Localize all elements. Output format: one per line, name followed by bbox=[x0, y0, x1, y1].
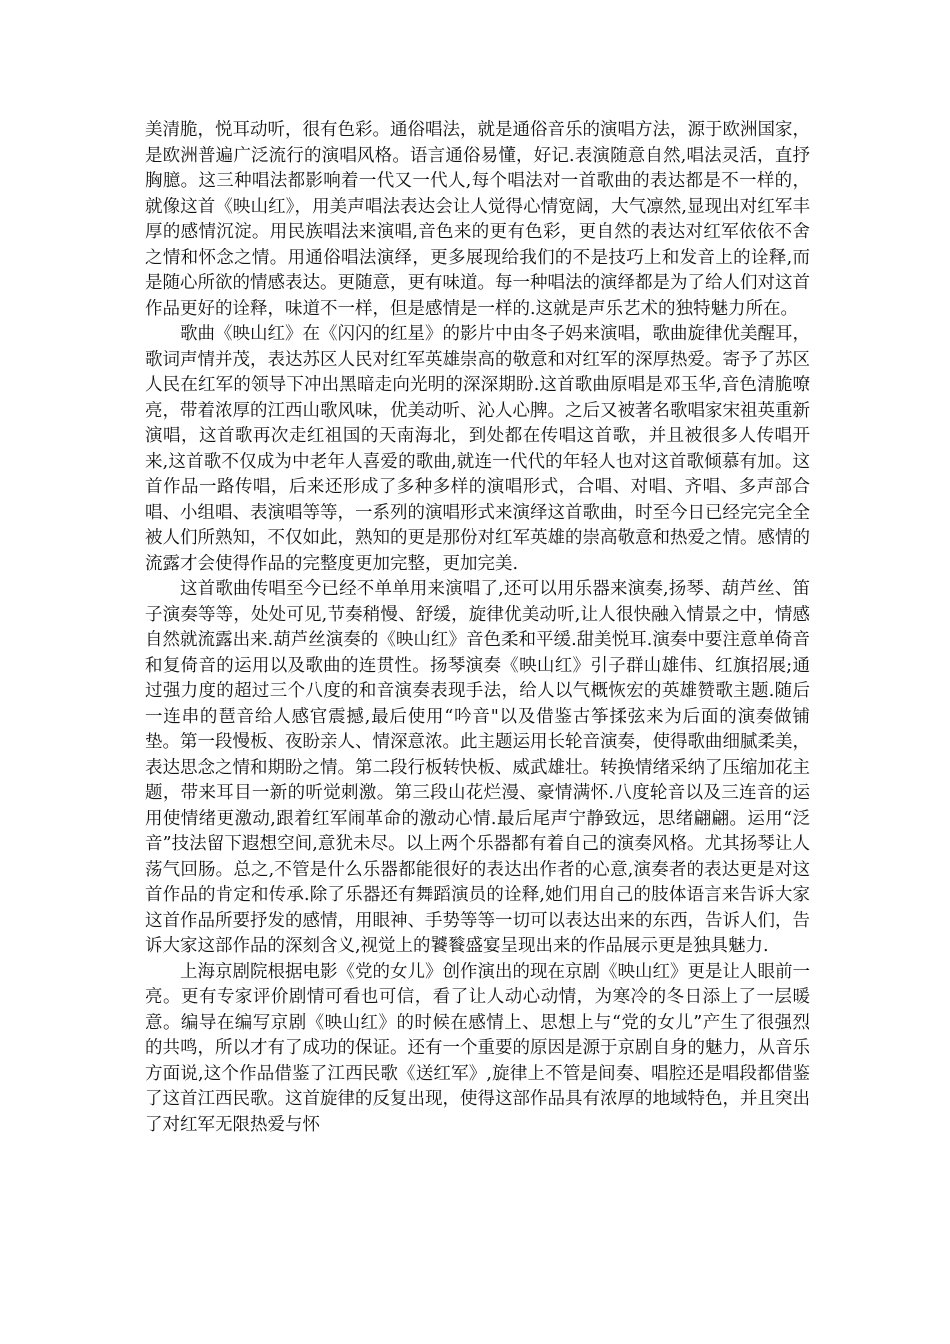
paragraph-2: 歌曲《映山红》在《闪闪的红星》的影片中由冬子妈来演唱，歌曲旋律优美醒耳，歌词声情并茂，表达苏区人民对红军英雄崇高的敬意和对红军的深厚热爱。寄予了苏区人民在红军的领导下冲出黑暗走向光明的深深期盼.这首歌曲原唱是邓玉华,音色清脆嘹亮，带着浓厚的江西山歌风味，优美动听、沁人心脾。之后又被著名歌唱家宋祖英重新演唱，这首歌再次走红祖国的天南海北，到处都在传唱这首歌，并且被很多人传唱开来,这首歌不仅成为中老年人喜爱的歌曲,就连一代代的年轻人也对这首歌倾慕有加。这首作品一路传唱，后来还形成了多种多样的演唱形式，合唱、对唱、齐唱、多声部合唱、小组唱、表演唱等等，一系列的演唱形式来演绎这首歌曲，时至今日已经完完全全被人们所熟知，不仅如此，熟知的更是那份对红军英雄的崇高敬意和热爱之情。感情的流露才会使得作品的完整度更加完整，更加完美. bbox=[145, 324, 810, 574]
document-body bbox=[145, 118, 810, 1138]
paragraph-4: 上海京剧院根据电影《党的女儿》创作演出的现在京剧《映山红》更是让人眼前一亮。更有专家评价剧情可看也可信，看了让人动心动情，为寒冷的冬日添上了一层暖意。编导在编写京剧《映山红》的时候在感情上、思想上与“党的女儿”产生了很强烈的共鸣，所以才有了成功的保证。还有一个重要的原因是源于京剧自身的魅力，从音乐方面说,这个作品借鉴了江西民歌《送红军》,旋律上不管是间奏、唱腔还是唱段都借鉴了这首江西民歌。这首旋律的反复出现，使得这部作品具有浓厚的地域特色，并且突出了对红军无限热爱与怀 bbox=[145, 961, 810, 1135]
paragraph-1: 美清脆，悦耳动听，很有色彩。通俗唱法，就是通俗音乐的演唱方法，源于欧洲国家，是欧洲普遍广泛流行的演唱风格。语言通俗易懂，好记.表演随意自然,唱法灵活，直抒胸臆。这三种唱法都影响着一代又一代人,每个唱法对一首歌曲的表达都是不一样的，就像这首《映山红》，用美声唱法表达会让人觉得心情宽阔，大气凛然,显现出对红军丰厚的感情沉淀。用民族唱法来演唱,音色来的更有色彩，更自然的表达对红军依依不舍之情和怀念之情。用通俗唱法演绎，更多展现给我们的不是技巧上和发音上的诠释,而是随心所欲的情感表达。更随意，更有味道。每一种唱法的演绎都是为了给人们对这首作品更好的诠释，味道不一样，但是感情是一样的.这就是声乐艺术的独特魅力所在。 bbox=[145, 120, 810, 319]
paragraph-3: 这首歌曲传唱至今已经不单单用来演唱了,还可以用乐器来演奏,扬琴、葫芦丝、笛子演奏等等，处处可见,节奏稍慢、舒缓，旋律优美动听,让人很快融入情景之中，情感自然就流露出来.葫芦丝演奏的《映山红》音色柔和平缓.甜美悦耳.演奏中要注意单倚音和复倚音的运用以及歌曲的连贯性。扬琴演奏《映山红》引子群山雄伟、红旗招展;通过强力度的超过三个八度的和音演奏表现手法，给人以气概恢宏的英雄赞歌主题.随后一连串的琶音给人感官震撼,最后使用“吟音"以及借鉴古筝揉弦来为后面的演奏做铺垫。第一段慢板、夜盼亲人、情深意浓。此主题运用长轮音演奏，使得歌曲细腻柔美，表达思念之情和期盼之情。第二段行板转快板、威武雄壮。转换情绪采纳了压缩加花主题，带来耳目一新的听觉刺激。第三段山花烂漫、豪情满怀.八度轮音以及三连音的运用使情绪更激动,跟着红军闹革命的激动心情.最后尾声宁静致远，思绪翩翩。运用“泛音”技法留下遐想空间,意犹未尽。以上两个乐器都有着自己的演奏风格。尤其扬琴让人荡气回肠。总之,不管是什么乐器都能很好的表达出作者的心意,演奏者的表达更是对这首作品的肯定和传承.除了乐器还有舞蹈演员的诠释,她们用自己的肢体语言来告诉大家这首作品所要抒发的感情，用眼神、手势等等一切可以表达出来的东西，告诉人们，告诉大家这部作品的深刻含义,视觉上的饕餮盛宴呈现出来的作品展示更是独具魅力. bbox=[145, 579, 810, 956]
